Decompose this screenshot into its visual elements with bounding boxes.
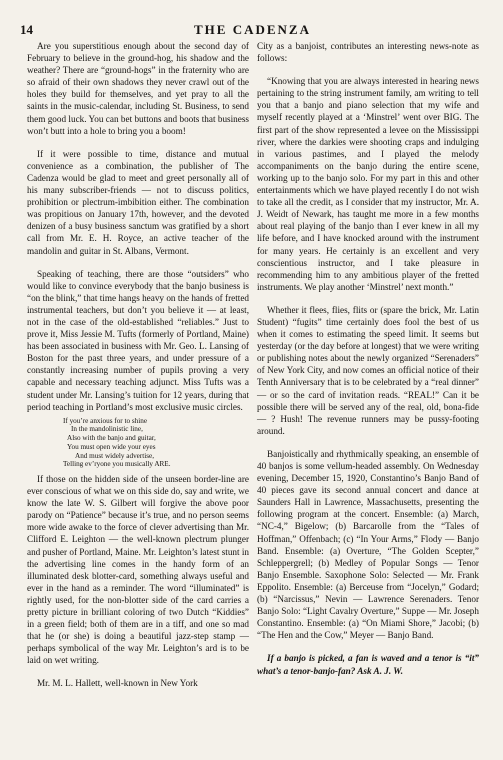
leighton-paragraph: If those on the hidden side of the unseen border-line are ever conscious of what we on this side do, say and write, we know the late W. S. Gilbert will forgive the above poor parody on “Patience” because it’s true, and no person seems more wide awake to the force of clever advertising than Mr. Clifford E. Leighton — the well-known plectrum plunger and pusher of Portland, Maine. Mr. Leighton’s latest stunt in the advertising line comes in the handy form of an illuminated desk blotter-card, something always useful and ever in the hand as a reminder. The word “illuminated” is rightly used, for the non-blotter side of the card carries a pretty picture in brilliant coloring of two Dutch “Kiddies” in a green field; both of them are in a tiff, and one so mad that he (or she) is doing a beautiful jazz-step stamp — perhaps symbolical of the way Mr. Leighton’s ard is to be laid on wet writing. [27, 473, 250, 666]
verse-line: And must widely advertise, [75, 451, 155, 460]
verse-line: Also with the banjo and guitar, [67, 434, 156, 443]
page-number: 14 [20, 22, 33, 37]
verse-line: If you’re anxious for to shine [63, 416, 148, 425]
verse-line: You must open wide your eyes [67, 442, 156, 451]
right-column [257, 40, 479, 688]
hallett-continued: City as a banjoist, contributes an interesting news-note as follows: [257, 41, 479, 64]
verse-line: Telling ev’ryone you musically ARE. [63, 460, 171, 469]
verse-line: In the mandolinistic line, [71, 425, 143, 434]
royce-visit-paragraph: If it were possible to time, distance and mutual convenience as a combination, the publisher of The Cadenza would be glad to meet and greet personally all of his many subscriber-friends — not to discuss politics, prohibition or plectrum-imbibition either. The combination was propitious on January 17th, however, and the devoted denizen of a busy business sanctum was gratified by a short call from Mr. E. H. Royce, an active teacher of the mandolin and guitar in St. Albans, Vermont. [27, 148, 249, 256]
closing-quip: If a banjo is picked, a fan is waved and a tenor is “it” what’s a tenor-banjo-fan? Ask A. J. W. [257, 653, 479, 676]
left-column [27, 40, 249, 701]
banjo-band-paragraph: Banjoistically and rhythmically speaking, an ensemble of 40 banjos is some vellum-headed assembly. On Wednesday evening, December 15, 1920, Constantino’s Banjo Band of 40 pieces gave its second annual concert and dance at Saunders Hall in Lawrence, Massachusetts, presenting the following program at the concert. Ensemble: (a) March, “NC-4,” Bigelow; (b) Barcarolle from the “Tales of Hoffman,” Offenbach; (c) “In Your Arms,” Flody — Banjo Band. Ensemble: (a) Overture, “The Golden Scepter,” Schleppergrell; (b) Medley of Popular Songs — Tenor Banjo Ensemble. Saxophone Solo: Selected — Mr. Frank Eppolito. Ensemble: (a) Berceuse from “Jocelyn,” Godard; (b) “Narcissus,” Nevin — Lawrence Serenaders. Tenor Banjo Solo: “Light Cavalry Overture,” Suppe — Mr. Joseph Constantino. Ensemble: (a) “On Miami Shore,” Jacobi; (b) “The Hen and the Cow,” Meyer — Banjo Band. [257, 448, 479, 641]
parody-verse [27, 417, 249, 469]
serenaders-paragraph: Whether it flees, flies, flits or (spare the brick, Mr. Latin Student) “fugits” time certainly does fool the best of us when it comes to estimating the speed limit. It seems but yesterday (or the day before at longest) that we were writing or publishing notes about the newly organized “Serenaders” of New York City, and now comes an official notice of their Tenth Anniversary that is to be celebrated by a “real dinner” — or so the card of invitation reads. “REAL!” Can it be possible there will be served any of the real, old, bona-fide — ? Hush! The revenue runners may be pussy-footing around. [257, 304, 479, 436]
tufts-paragraph: Speaking of teaching, there are those “outsiders” who would like to convince everybody that the banjo business is “on the blink,” that time hangs heavy on the hands of fretted instrumental teachers, but don’t you believe it — at least, not in the case of the old-established “reliables.” Just to prove it, Miss Jessie M. Tufts (formerly of Portland, Maine) has been associated in business with Mr. Geo. L. Lansing of Boston for the past three years, and under pressure of a constantly increasing number of pupils proving a very capable and necessary teaching adjunct. Miss Tufts was a student under Mr. Lansing’s tuition for 12 years, during that period teaching in Portland’s most exclusive music circles. [27, 268, 249, 412]
page-header [20, 22, 485, 42]
groundhog-paragraph: Are you superstitious enough about the second day of February to believe in the ground-hog, his shadow and the weather? There are “ground-hogs” in the fraternity who are so afraid of their own shadows they never crawl out of the holes they build for themselves, and yet pray to all the saints in the music-calendar, including St. Business, to send them good luck. You can bet buttons and boots that business won’t butt into a hole to bring you a boom! [27, 41, 249, 136]
minstrel-letter: “Knowing that you are always interested in hearing news pertaining to the string instrument family, am writing to tell you that a banjo and piano selection that my wife and myself recently played at a ‘Minstrel’ went over BIG. The first part of the show represented a levee on the Mississippi river, where the darkies were shooting craps and indulging in various pastimes, and I played the melody accompaniments on the banjo during the entire scene, working up to the banjo solo. For my part in this and other entertainments which we have played recently I do not wish to take all the credit, as I consider that my instructor, Mr. A. J. Weidt of Newark, has taught me more in a few months about real playing of the banjo than I ever knew in all my life before, and I have knocked around with the instrument for many years. He certainly is an excellent and very conscientious instructor, and I take pleasure in recommending him to any ambitious player of the fretted instruments. We play another ‘Minstrel’ next month.” [257, 76, 479, 292]
running-title: THE CADENZA [194, 22, 311, 37]
hallett-intro: Mr. M. L. Hallett, well-known in New York [37, 678, 198, 689]
